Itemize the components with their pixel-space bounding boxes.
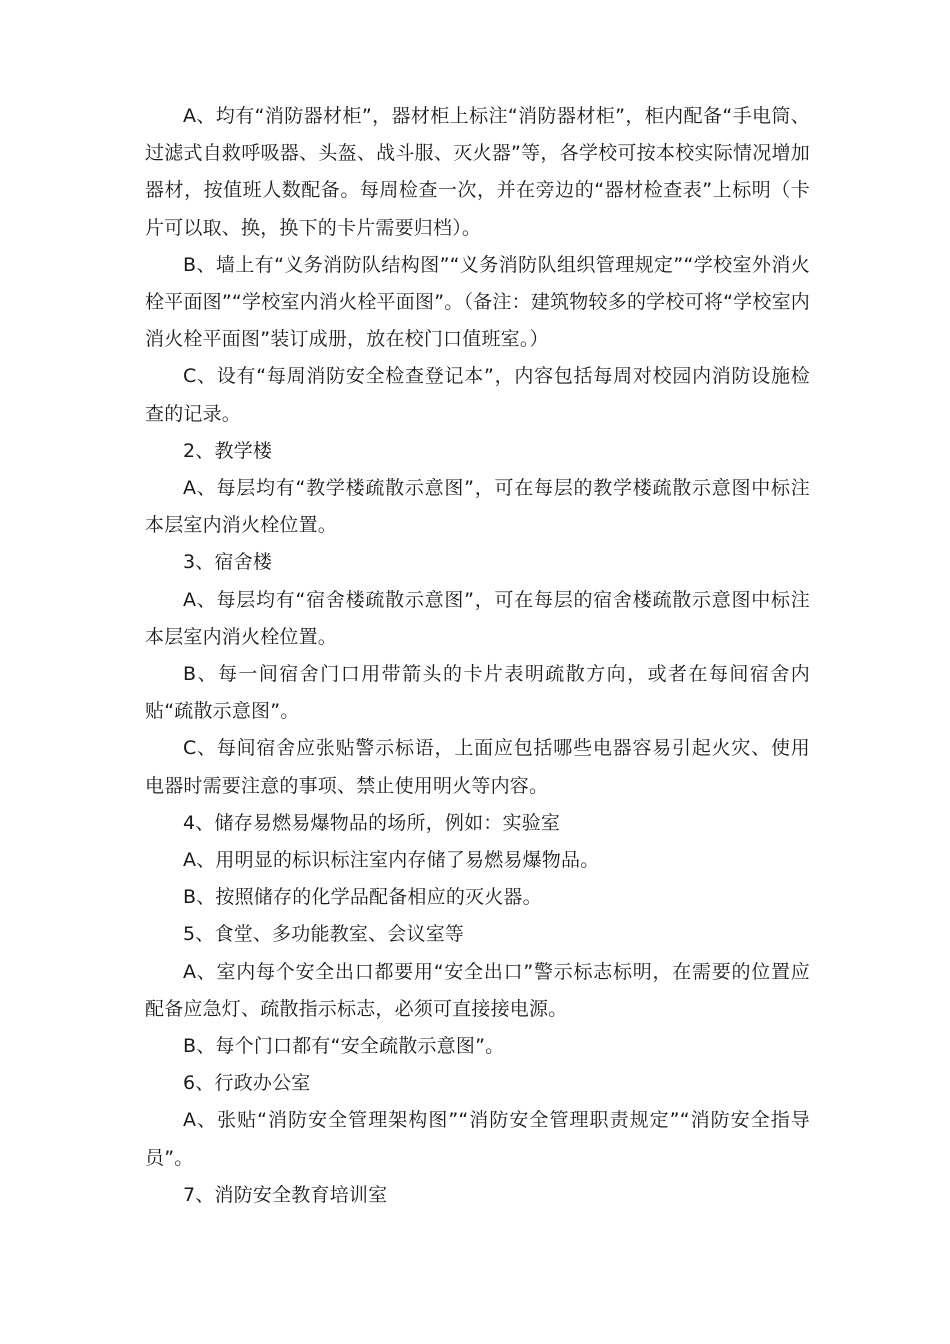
paragraph-door-evacuation-map: B、每个门口都有“安全疏散示意图”。 [183, 1035, 505, 1058]
paragraph-dorm-warning-slogans: C、每间宿舍应张贴警示标语，上面应包括哪些电器容易引起火灾、使用电器时需要注意的事项、禁止使用明火等内容。 [145, 737, 810, 797]
section-heading-flammable-storage: 4、储存易燃易爆物品的场所，例如：实验室 [183, 811, 561, 834]
section-heading-training-room: 7、消防安全教育培训室 [183, 1183, 388, 1206]
section-heading-canteen-meeting: 5、食堂、多功能教室、会议室等 [183, 923, 465, 946]
paragraph-wall-charts: B、墙上有“义务消防队结构图”“义务消防队组织管理规定”“学校室外消火栓平面图”“学校室内消火栓平面图”。（备注：建筑物较多的学校可将“学校室内消火栓平面图”装订成册，放在校门口值班室。） [145, 253, 810, 351]
section-heading-teaching-building: 2、教学楼 [183, 439, 273, 462]
paragraph-exit-signs: A、室内每个安全出口都要用“安全出口”警示标志标明，在需要的位置应配备应急灯、疏散指示标志，必须可直接接电源。 [145, 960, 810, 1020]
paragraph-weekly-inspection: C、设有“每周消防安全检查登记本”，内容包括每周对校园内消防设施检查的记录。 [145, 365, 810, 425]
document-body [145, 98, 810, 1214]
section-heading-admin-office: 6、行政办公室 [183, 1072, 311, 1095]
paragraph-admin-charts: A、张贴“消防安全管理架构图”“消防安全管理职责规定”“消防安全指导员”。 [145, 1109, 810, 1169]
paragraph-dorm-direction-cards: B、每一间宿舍门口用带箭头的卡片表明疏散方向，或者在每间宿舍内贴“疏散示意图”。 [145, 663, 810, 723]
paragraph-flammable-label: A、用明显的标识标注室内存储了易燃易爆物品。 [183, 849, 600, 872]
paragraph-dorm-evacuation: A、每层均有“宿舍楼疏散示意图”，可在每层的宿舍楼疏散示意图中标注本层室内消火栓位置。 [145, 588, 810, 648]
section-heading-dormitory: 3、宿舍楼 [183, 551, 273, 574]
paragraph-teaching-evacuation: A、每层均有“教学楼疏散示意图”，可在每层的教学楼疏散示意图中标注本层室内消火栓位置。 [145, 477, 810, 537]
paragraph-extinguisher-match: B、按照储存的化学品配备相应的灭火器。 [183, 886, 542, 909]
paragraph-equipment-cabinet: A、均有“消防器材柜”，器材柜上标注“消防器材柜”，柜内配备“手电筒、过滤式自救呼吸器、头盔、战斗服、灭火器”等，各学校可按本校实际情况增加器材，按值班人数配备。每周检查一次，并在旁边的“器材检查表”上标明（卡片可以取、换，换下的卡片需要归档）。 [145, 105, 810, 239]
